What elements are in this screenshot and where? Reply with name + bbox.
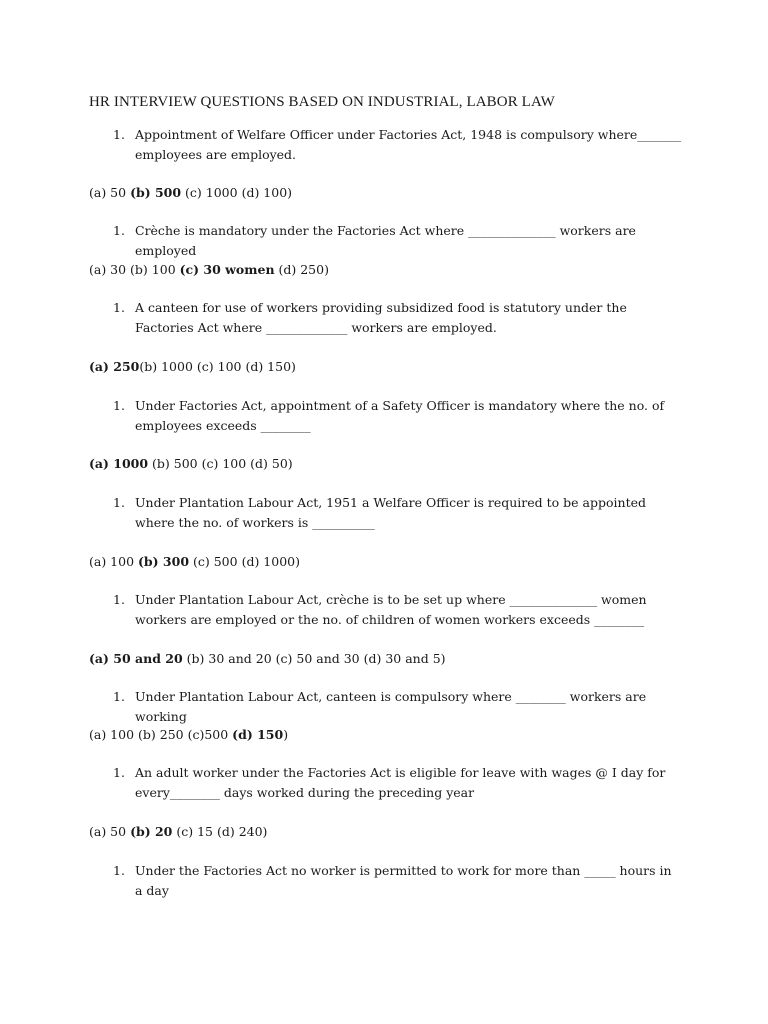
answer-prefix: (a) 50	[89, 824, 131, 839]
question-number: 1.	[113, 300, 125, 315]
answer-prefix: (a) 100	[89, 554, 139, 569]
answer-options	[89, 454, 293, 474]
correct-answer: (a) 1000	[89, 456, 149, 471]
question-item	[113, 396, 683, 436]
answer-options	[89, 649, 446, 669]
answer-options	[89, 183, 292, 203]
question-number: 1.	[113, 223, 125, 238]
document-title: HR INTERVIEW QUESTIONS BASED ON INDUSTRIAL, LABOR LAW	[89, 94, 555, 110]
answer-options	[89, 357, 296, 377]
question-number: 1.	[113, 127, 125, 142]
answer-options	[89, 822, 267, 842]
answer-suffix: (b) 1000 (c) 100 (d) 150)	[139, 359, 296, 374]
question-number: 1.	[113, 398, 125, 413]
question-text: Under Plantation Labour Act, 1951 a Welfare Officer is required to be appointed where the no. of workers is __________	[135, 495, 647, 530]
question-item	[113, 298, 683, 338]
question-text: Under the Factories Act no worker is permitted to work for more than _____ hours in a day	[135, 863, 672, 898]
correct-answer: (b) 300	[138, 554, 190, 569]
question-item	[113, 687, 683, 727]
question-item	[113, 763, 683, 803]
answer-suffix: (c) 15 (d) 240)	[172, 824, 268, 839]
correct-answer: (b) 20	[130, 824, 173, 839]
answer-suffix: (b) 500 (c) 100 (d) 50)	[148, 456, 293, 471]
answer-suffix: )	[283, 727, 289, 742]
correct-answer: (b) 500	[130, 185, 182, 200]
answer-suffix: (c) 500 (d) 1000)	[189, 554, 300, 569]
question-text: An adult worker under the Factories Act is eligible for leave with wages @ I day for every________ days worked during the preceding year	[135, 765, 666, 800]
question-text: Appointment of Welfare Officer under Factories Act, 1948 is compulsory where_______ employees are employed.	[135, 127, 682, 162]
answer-prefix: (a) 30 (b) 100	[89, 262, 180, 277]
answer-options	[89, 260, 329, 280]
question-item	[113, 590, 683, 630]
question-text: Under Plantation Labour Act, canteen is compulsory where ________ workers are working	[135, 689, 647, 724]
question-item	[113, 221, 683, 261]
answer-options	[89, 725, 288, 745]
question-number: 1.	[113, 592, 125, 607]
answer-prefix: (a) 50	[89, 185, 131, 200]
question-text: Under Plantation Labour Act, crèche is to be set up where ______________ women workers are employed or the no. of children of women workers exceeds ________	[135, 592, 647, 627]
question-number: 1.	[113, 765, 125, 780]
question-item	[113, 493, 683, 533]
correct-answer: (d) 150	[232, 727, 284, 742]
answer-suffix: (c) 1000 (d) 100)	[181, 185, 293, 200]
question-text: A canteen for use of workers providing subsidized food is statutory under the Factories Act where _____________ workers are employed.	[135, 300, 627, 335]
answer-prefix: (a) 100 (b) 250 (c)500	[89, 727, 233, 742]
question-text: Under Factories Act, appointment of a Safety Officer is mandatory where the no. of employees exceeds ________	[135, 398, 665, 433]
question-item	[113, 125, 683, 165]
question-number: 1.	[113, 495, 125, 510]
question-number: 1.	[113, 689, 125, 704]
correct-answer: (a) 250	[89, 359, 140, 374]
question-item	[113, 861, 683, 901]
correct-answer: (a) 50 and 20	[89, 651, 183, 666]
answer-suffix: (d) 250)	[274, 262, 329, 277]
answer-options	[89, 552, 300, 572]
correct-answer: (c) 30 women	[179, 262, 275, 277]
answer-suffix: (b) 30 and 20 (c) 50 and 30 (d) 30 and 5)	[182, 651, 446, 666]
question-number: 1.	[113, 863, 125, 878]
question-text: Crèche is mandatory under the Factories Act where ______________ workers are employed	[135, 223, 636, 258]
